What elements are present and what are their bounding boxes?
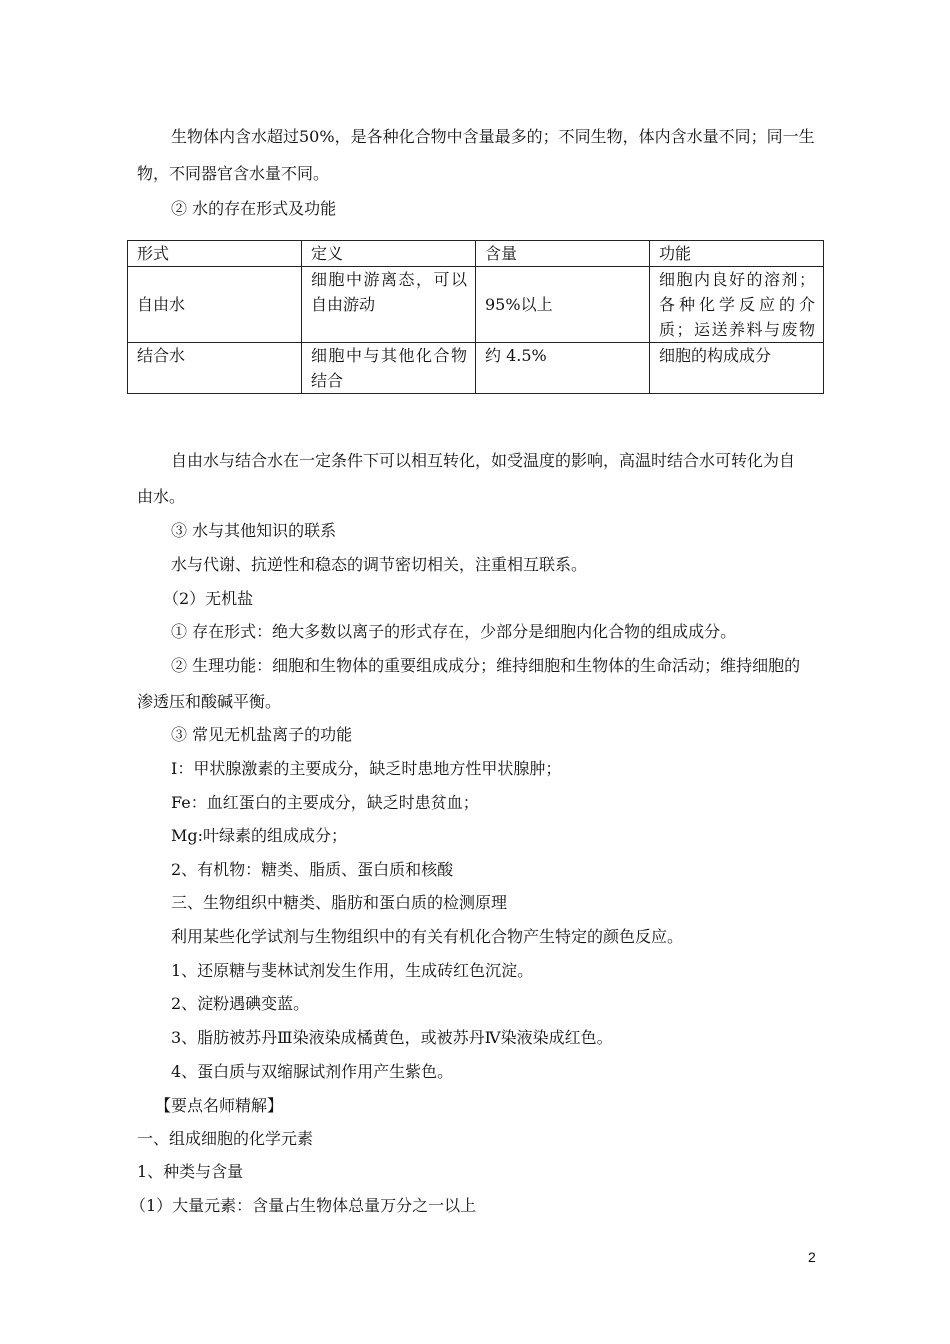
table-cell-function	[650, 343, 824, 394]
cell-line: 结合	[311, 371, 344, 390]
table-cell-function	[650, 267, 824, 343]
table-cell-form: 结合水	[128, 343, 302, 394]
list-item-test: 3、脂肪被苏丹Ⅲ染液染成橘黄色，或被苏丹Ⅳ染液染成红色。	[171, 1028, 613, 1047]
paragraph-salt-form: ① 存在形式：绝大多数以离子的形式存在，少部分是细胞内化合物的组成成分。	[171, 622, 737, 641]
table-row	[128, 267, 824, 343]
cell-line: 自由游动	[311, 295, 376, 314]
list-item-ion: Fe：血红蛋白的主要成分，缺乏时患贫血；	[171, 793, 479, 812]
heading-inorganic-salts: （2）无机盐	[163, 589, 254, 608]
heading-key-points: 【要点名师精解】	[155, 1096, 284, 1115]
heading-types-and-content: 1、种类与含量	[137, 1162, 244, 1181]
table-cell-definition	[302, 267, 476, 343]
heading-section-one: 一、组成细胞的化学元素	[137, 1129, 314, 1148]
paragraph-water-links: 水与代谢、抗逆性和稳态的调节密切相关，注重相互联系。	[171, 555, 588, 574]
paragraph-salt-function-line2: 渗透压和酸碱平衡。	[137, 692, 282, 711]
paragraph-major-elements: （1）大量元素：含量占生物体总量万分之一以上	[130, 1196, 477, 1215]
table-header-cell: 定义	[302, 241, 476, 267]
table-header-row	[128, 241, 824, 267]
paragraph-water-conversion-line2: 由水。	[137, 487, 186, 506]
paragraph-salt-function-line1: ② 生理功能：细胞和生物体的重要组成成分；维持细胞和生物体的生命活动；维持细胞的	[171, 656, 801, 675]
list-item-ion: Mg:叶绿素的组成成分；	[171, 826, 348, 845]
paragraph-water-conversion-line1: 自由水与结合水在一定条件下可以相互转化，如受温度的影响，高温时结合水可转化为自	[171, 451, 796, 470]
cell-line: 质；运送养料与废物	[659, 320, 815, 339]
heading-water-forms: ② 水的存在形式及功能	[171, 199, 337, 218]
table-cell-form: 自由水	[128, 267, 302, 343]
cell-line: 细胞中与其他化合物	[311, 346, 467, 365]
table-row	[128, 343, 824, 394]
table-cell-content: 95%以上	[476, 267, 650, 343]
water-forms-table	[127, 240, 824, 394]
list-item-test: 4、蛋白质与双缩脲试剂作用产生紫色。	[171, 1062, 454, 1081]
paragraph-water-content-line2: 物，不同器官含水量不同。	[137, 164, 330, 183]
list-item-test: 2、淀粉遇碘变蓝。	[171, 994, 310, 1013]
heading-section-three: 三、生物组织中糖类、脂肪和蛋白质的检测原理	[171, 893, 508, 912]
paragraph-water-content-line1: 生物体内含水超过50%，是各种化合物中含量最多的；不同生物，体内含水量不同；同一生	[171, 127, 815, 146]
table-header-cell: 形式	[128, 241, 302, 267]
table-header-cell: 功能	[650, 241, 824, 267]
list-item-test: 1、还原糖与斐林试剂发生作用，生成砖红色沉淀。	[171, 961, 534, 980]
list-item-ion: I：甲状腺激素的主要成分，缺乏时患地方性甲状腺肿；	[171, 759, 562, 778]
table-cell-definition	[302, 343, 476, 394]
heading-water-links: ③ 水与其他知识的联系	[171, 521, 337, 540]
page-number: 2	[808, 1249, 816, 1265]
cell-line: 各种化学反应的介	[659, 295, 815, 314]
heading-organic-compounds: 2、有机物：糖类、脂质、蛋白质和核酸	[171, 860, 454, 879]
cell-line: 细胞的构成成分	[659, 346, 772, 365]
heading-common-ions: ③ 常见无机盐离子的功能	[171, 725, 353, 744]
table-header-cell: 含量	[476, 241, 650, 267]
paragraph-section-three-intro: 利用某些化学试剂与生物组织中的有关有机化合物产生特定的颜色反应。	[171, 927, 684, 946]
cell-line: 细胞中游离态，可以	[311, 270, 467, 289]
table-cell-content: 约 4.5%	[476, 343, 650, 394]
cell-line: 细胞内良好的溶剂；	[659, 270, 815, 289]
